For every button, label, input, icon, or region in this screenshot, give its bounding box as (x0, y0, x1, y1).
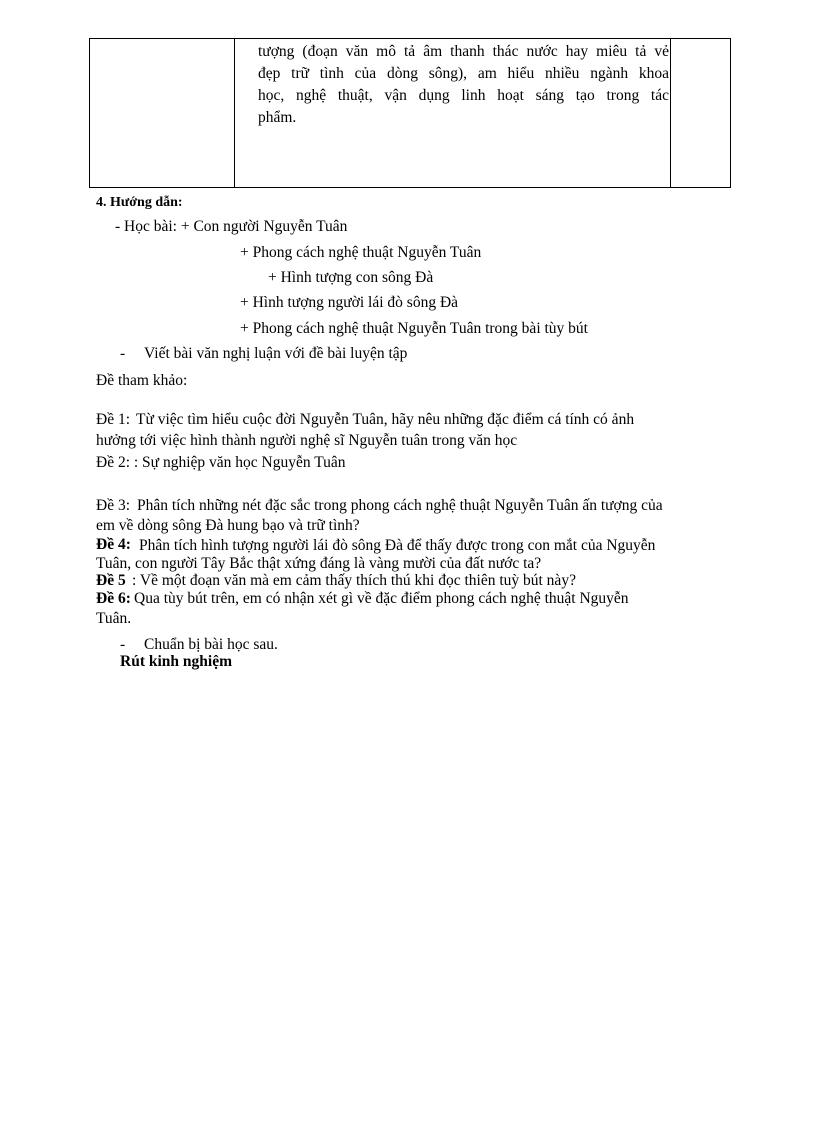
section-heading: 4. Hướng dẫn: (96, 195, 183, 210)
de-3-text: Phân tích những nét đặc sắc trong phong cách nghệ thuật Nguyễn Tuân ấn tượng của (137, 497, 663, 514)
hoc-bai-line: - Học bài: + Con người Nguyễn Tuân (115, 218, 348, 235)
de-3-text: em về dòng sông Đà hung bạo và trữ tình? (96, 517, 360, 534)
lesson-table (89, 38, 731, 188)
de-6-text: Tuân. (96, 610, 132, 627)
table-column-divider (234, 39, 235, 187)
de-2-text: Đề 2: : Sự nghiệp văn học Nguyễn Tuân (96, 454, 346, 471)
rut-kinh-nghiem-heading: Rút kinh nghiệm (120, 653, 232, 670)
de-6-text: Qua tùy bút trên, em có nhận xét gì về đặc điểm phong cách nghệ thuật Nguyễn (134, 590, 629, 607)
de-4-text: Tuân, con người Tây Bắc thật xứng đáng là vàng mười của đất nước ta? (96, 555, 542, 572)
de-1-label: Đề 1: (96, 411, 131, 428)
hoc-bai-item: + Phong cách nghệ thuật Nguyễn Tuân trong bài tùy bút (240, 320, 588, 337)
table-cell-line: đẹp trữ tình của dòng sông), am hiểu nhiều ngành khoa (258, 65, 669, 82)
de-1-text: Từ việc tìm hiểu cuộc đời Nguyễn Tuân, hãy nêu những đặc điểm cá tính có ảnh (136, 411, 635, 428)
de-5-text: : Về một đoạn văn mà em cảm thấy thích thú khi đọc thiên tuỳ bút này? (132, 572, 576, 589)
table-cell-line: học, nghệ thuật, vận dụng linh hoạt sáng tạo trong tác (258, 87, 669, 104)
hoc-bai-item: + Hình tượng con sông Đà (268, 269, 434, 286)
de-4-text: Phân tích hình tượng người lái đò sông Đà để thấy được trong con mắt của Nguyễn (139, 537, 656, 554)
de-6-label: Đề 6: (96, 590, 131, 607)
table-column-divider (670, 39, 671, 187)
hoc-bai-item: + Phong cách nghệ thuật Nguyễn Tuân (240, 244, 482, 261)
table-cell-content (258, 41, 669, 129)
de-4-label: Đề 4: (96, 536, 131, 553)
list-dash: - (120, 345, 126, 362)
de-5-label: Đề 5 (96, 572, 126, 589)
list-dash: - (120, 636, 126, 653)
table-cell-line: tượng (đoạn văn mô tả âm thanh thác nước hay miêu tả vẻ (258, 43, 669, 60)
chuan-bi-line: Chuẩn bị bài học sau. (144, 636, 278, 653)
table-cell-line: phẩm. (258, 109, 297, 126)
de-tham-khao-label: Đề tham khảo: (96, 372, 188, 389)
hoc-bai-item: + Hình tượng người lái đò sông Đà (240, 294, 459, 311)
de-3-label: Đề 3: (96, 497, 131, 514)
viet-bai-line: Viết bài văn nghị luận với đề bài luyện tập (144, 345, 408, 362)
de-1-text: hưởng tới việc hình thành người nghệ sĩ Nguyễn tuân trong văn học (96, 432, 518, 449)
